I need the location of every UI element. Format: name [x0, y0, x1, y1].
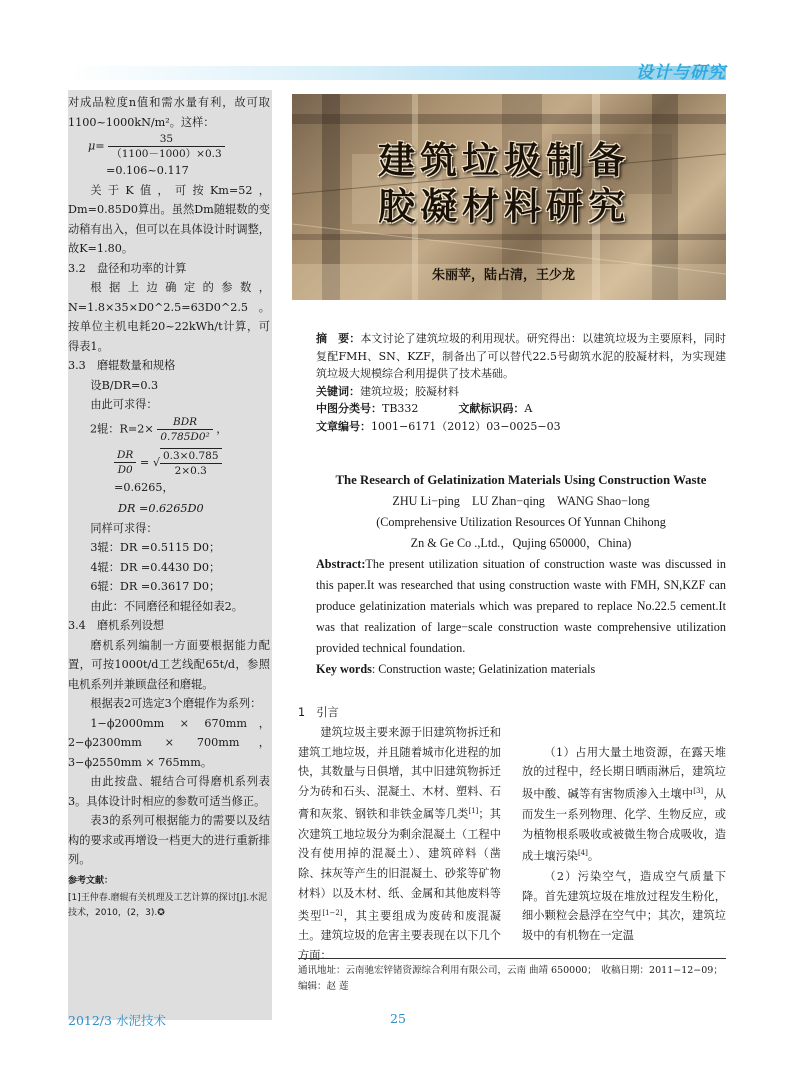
- paragraph: 表3的系列可根据能力的需要以及结构的要求或再增设一档更大的进行重新排列。: [68, 814, 270, 866]
- equation-r: 2辊：R=2× $\frac{\text{BDR}}{\text{0.785D0²}}$ ，: [90, 415, 228, 443]
- abstract: 摘 要：本文讨论了建筑垃圾的利用现状。研究得出：以建筑垃圾为主要原料，同时复配FMH、SN、KZF，制备出了可以替代22.5号砌筑水泥的胶凝材料，为实现建筑垃圾大规模综合利用提供了技术基础。: [316, 332, 727, 380]
- reference-item: [1]王仲春.磨辊有关机理及工艺计算的探讨[J].水泥技术，2010，(2，3).✪: [68, 893, 268, 918]
- sqrt-icon: √: [152, 455, 160, 469]
- equation-dr: DR =0.6265D0: [118, 502, 204, 515]
- keywords: 关键词：建筑垃圾；胶凝材料: [316, 384, 459, 398]
- abstract-chinese: [316, 330, 726, 435]
- paragraph: 同样可求得：: [90, 521, 158, 535]
- header-bar: [68, 66, 726, 80]
- heading-1: 1 引言: [298, 706, 339, 719]
- article-title: 建筑垃圾制备 胶凝材料研究: [378, 139, 630, 228]
- result-3-rollers: 3辊：DR =0.5115 D0；: [90, 541, 221, 554]
- journal-footer: 2012/3 水泥技术: [68, 1013, 166, 1028]
- page-number: 25: [390, 1011, 406, 1026]
- paragraph: 对成品粒度n值和需水量有利，故可取1100~1000kN/m²。这样：: [68, 96, 270, 129]
- paragraph: 关于K值，可按Km=52，Dm=0.85D0算出。虽然Dm随辊数的变动稍有出入，但可以在具体设计时调整，故K=1.80。: [68, 183, 270, 255]
- article-number: 文章编号：1001−6171（2012）03−0025−03: [316, 419, 561, 433]
- paragraph: 由此按盘、辊结合可得磨机系列表3。具体设计时相应的参数可适当修正。: [68, 775, 270, 808]
- paragraph: 由此可求得：: [90, 398, 158, 411]
- paragraph: 根据上边确定的参数，N=1.8×35×D0^2.5=63D0^2.5。按单位主机电耗20~22kWh/t计算，可得表1。: [68, 281, 270, 353]
- paragraph: 建筑垃圾主要来源于旧建筑物拆迁和建筑工地垃圾，并且随着城市化进程的加快，其数量与日俱增，其中旧建筑物拆迁分为砖和石头、混凝土、木材、塑料、石膏和灰浆、钢铁和非铁金属等几类[1]；其次建筑工地垃圾分为剩余混凝土（工程中没有使用掉的混凝土）、建筑碎料（凿除、抹灰等产生的旧混凝土、砂浆等矿物材料）以及木材、纸、金属和其他废料等类型[1−2]，其主要组成为废砖和废混凝土。建筑垃圾的危害主要表现在以下几个方面：: [298, 725, 501, 963]
- english-title: The Research of Gelatinization Materials Using Construction Waste: [335, 473, 707, 487]
- footnote-divider: [298, 958, 726, 959]
- abstract-english: [316, 470, 726, 680]
- fraction: $\frac{35}{(1100-1000)\times 0.3}$: [108, 132, 224, 161]
- body-column-middle: [298, 703, 501, 966]
- english-keywords: Key words: Construction waste; Gelatinization materials: [316, 662, 596, 676]
- references-title: 参考文献：: [68, 875, 114, 886]
- result-4-rollers: 4辊：DR =0.4430 D0；: [90, 560, 221, 574]
- paragraph: 1−ϕ2000mm × 670mm， 2−ϕ2300mm × 700mm，3−ϕ2550mm × 765mm。: [68, 716, 270, 769]
- paragraph: 根据表2可选定3个磨辊作为系列：: [90, 697, 262, 710]
- fraction: $\frac{DR}{D0}$: [114, 448, 136, 477]
- equation-result: =0.106~0.117: [106, 164, 189, 177]
- heading-3-4: 3.4 磨机系列设想: [68, 619, 165, 632]
- authors: 朱丽苹，陆占清，王少龙: [432, 268, 576, 283]
- classification: 中图分类号：TB332 文献标识码：A: [316, 402, 533, 415]
- paragraph: 设B/DR=0.3: [90, 378, 159, 392]
- fraction: $\frac{0.3\times 0.785}{2\times 0.3}$: [160, 448, 222, 478]
- result-6-rollers: 6辊：DR =0.3617 D0；: [90, 580, 221, 593]
- paragraph: （2）污染空气，造成空气质量下降。首先建筑垃圾在堆放过程发生粉化，细小颗粒会悬浮在空气中；其次，建筑垃圾中的有机物在一定温: [522, 869, 726, 943]
- equation-mu: μ= $\frac{35}{(1100-1000)\times 0.3}$: [68, 132, 270, 161]
- footnote: 通讯地址：云南驰宏锌锗资源综合利用有限公司，云南 曲靖 650000； 收稿日期：2011−12−09； 编辑：赵 莲: [298, 965, 723, 992]
- body-column-right: [522, 703, 726, 946]
- english-authors: ZHU Li−ping LU Zhan−qing WANG Shao−long: [392, 494, 650, 508]
- section-tag: 设计与研究: [636, 63, 726, 83]
- left-column: [68, 90, 272, 1020]
- heading-3-3: 3.3 磨辊数量和规格: [68, 359, 176, 372]
- paragraph: （1）占用大量土地资源，在露天堆放的过程中，经长期日晒雨淋后，建筑垃圾中酸、碱等有害物质渗入土壤中[3]，从而发生一系列物理、化学、生物反应，或为植物根系吸收或被微生物合成吸收，造成土壤污染[4]。: [522, 745, 726, 864]
- paragraph: 磨机系列编制一方面要根据能力配置，可按1000t/d工艺线配65t/d，参照电机系列并兼顾盘径和磨辊。: [68, 638, 270, 691]
- paragraph: 由此：不同磨径和辊径如表2。: [90, 599, 243, 613]
- fraction: $\frac{\text{BDR}}{\text{0.785D0²}}$: [157, 415, 212, 444]
- heading-3-2: 3.2 盘径和功率的计算: [68, 261, 187, 275]
- affiliation-line-2: Zn & Ge Co .,Ltd.，Qujing 650000，China): [410, 536, 632, 550]
- english-abstract-text: Abstract:The present utilization situation of construction waste was discussed in this paper.It was researched that using construction waste with FMH, SN,KZF can produce gelatinization materials which was prepared to replace No.22.5 cement.It was that realization of large−scale construction waste comprehensive utilization provided technical foundation.: [316, 557, 726, 655]
- affiliation-line-1: (Comprehensive Utilization Resources Of Yunnan Chihong: [376, 515, 666, 529]
- equation-ratio: $\frac{DR}{D0}$ = √ $\frac{0.3\times 0.785}{2\times 0.3}$ =0.6265，: [68, 448, 270, 498]
